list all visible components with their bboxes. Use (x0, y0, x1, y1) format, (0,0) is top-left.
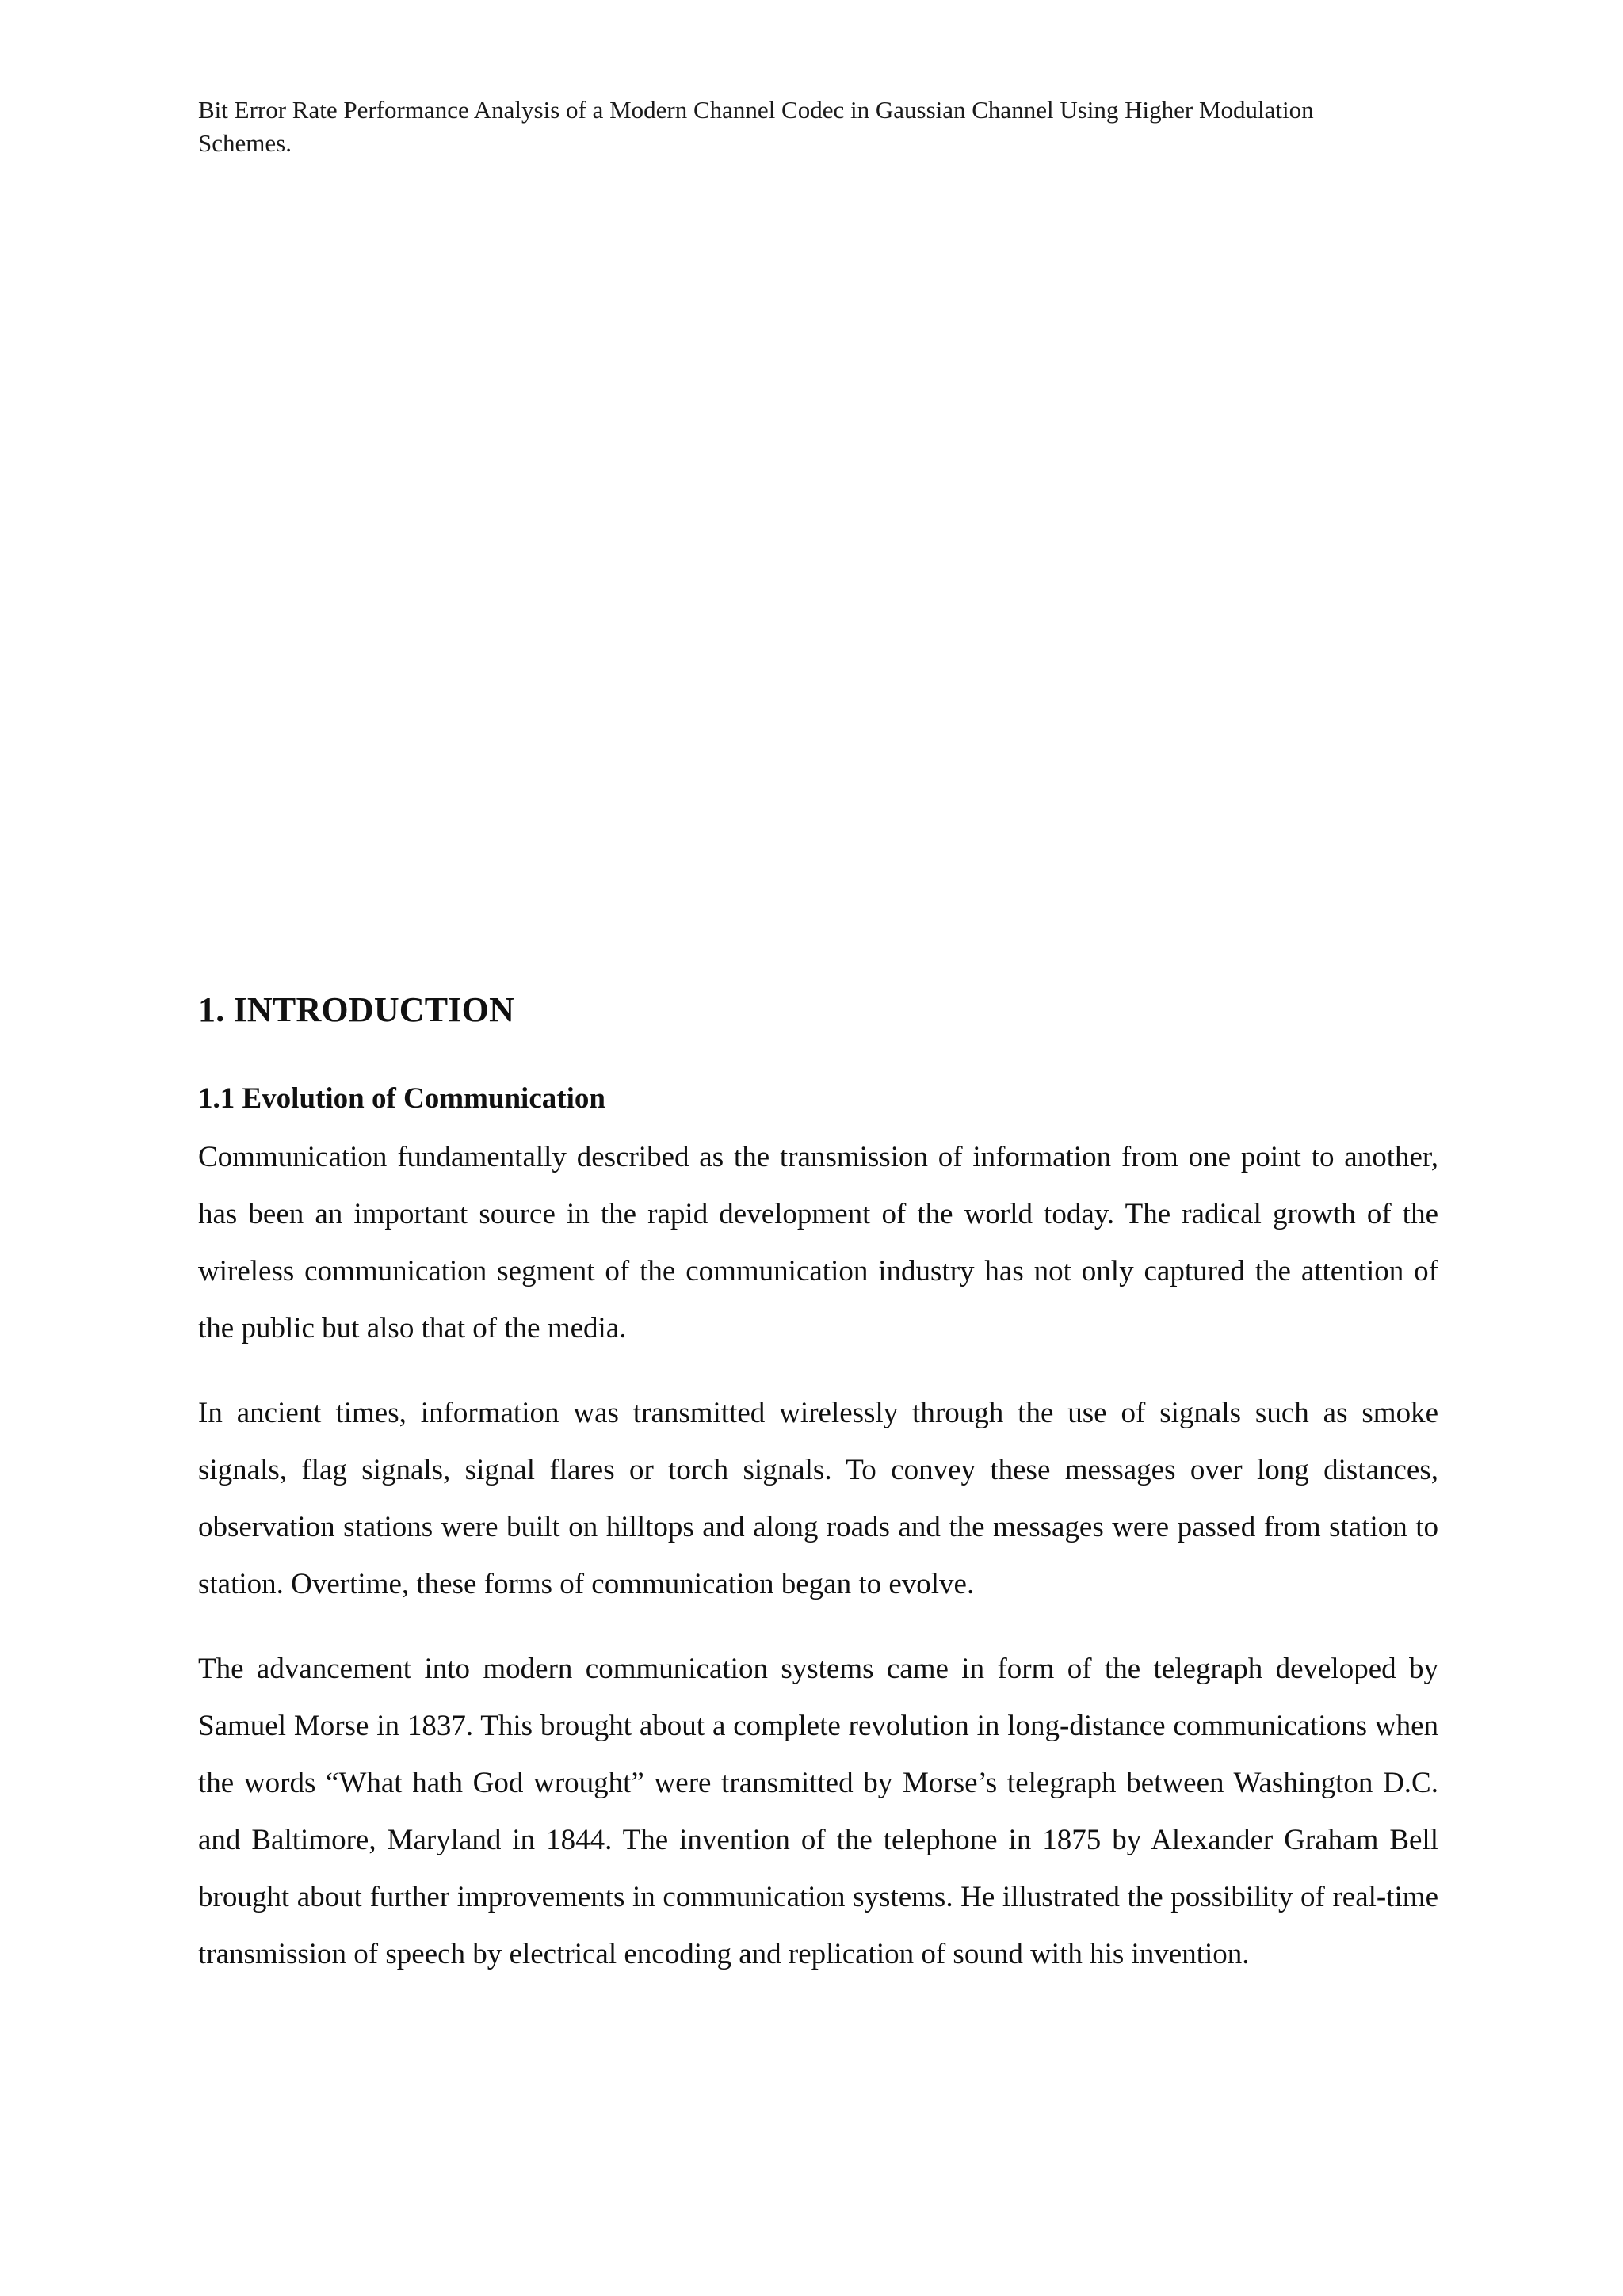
body-text (198, 1129, 1438, 2011)
paragraph-2: In ancient times, information was transmitted wirelessly through the use of signals such as smoke signals, flag signals, signal flares or torch signals. To convey these messages over long distances, observation stations were built on hilltops and along roads and the messages were passed from station to station. Overtime, these forms of communication began to evolve. (198, 1397, 1438, 1600)
subsection-heading: 1.1 Evolution of Communication (198, 1082, 605, 1115)
paragraph-1: Communication fundamentally described as the transmission of information from one point to another, has been an important source in the rapid development of the world today. The radical growth of the wireless communication segment of the communication industry has not only captured the attention of the public but also that of the media. (198, 1141, 1438, 1344)
paragraph-3: The advancement into modern communication systems came in form of the telegraph developed by Samuel Morse in 1837. This brought about a complete revolution in long-distance communications when the words “What hath God wrought” were transmitted by Morse’s telegraph between Washington D.C. and Baltimore, Maryland in 1844. The invention of the telephone in 1875 by Alexander Graham Bell brought about further improvements in communication systems. He illustrated the possibility of real-time transmission of speech by electrical encoding and replication of sound with his invention. (198, 1653, 1438, 1970)
section-heading: 1. INTRODUCTION (198, 990, 515, 1029)
running-header: Bit Error Rate Performance Analysis of a Modern Channel Codec in Gaussian Channel Using Higher Modulation Schemes. (198, 96, 1314, 157)
